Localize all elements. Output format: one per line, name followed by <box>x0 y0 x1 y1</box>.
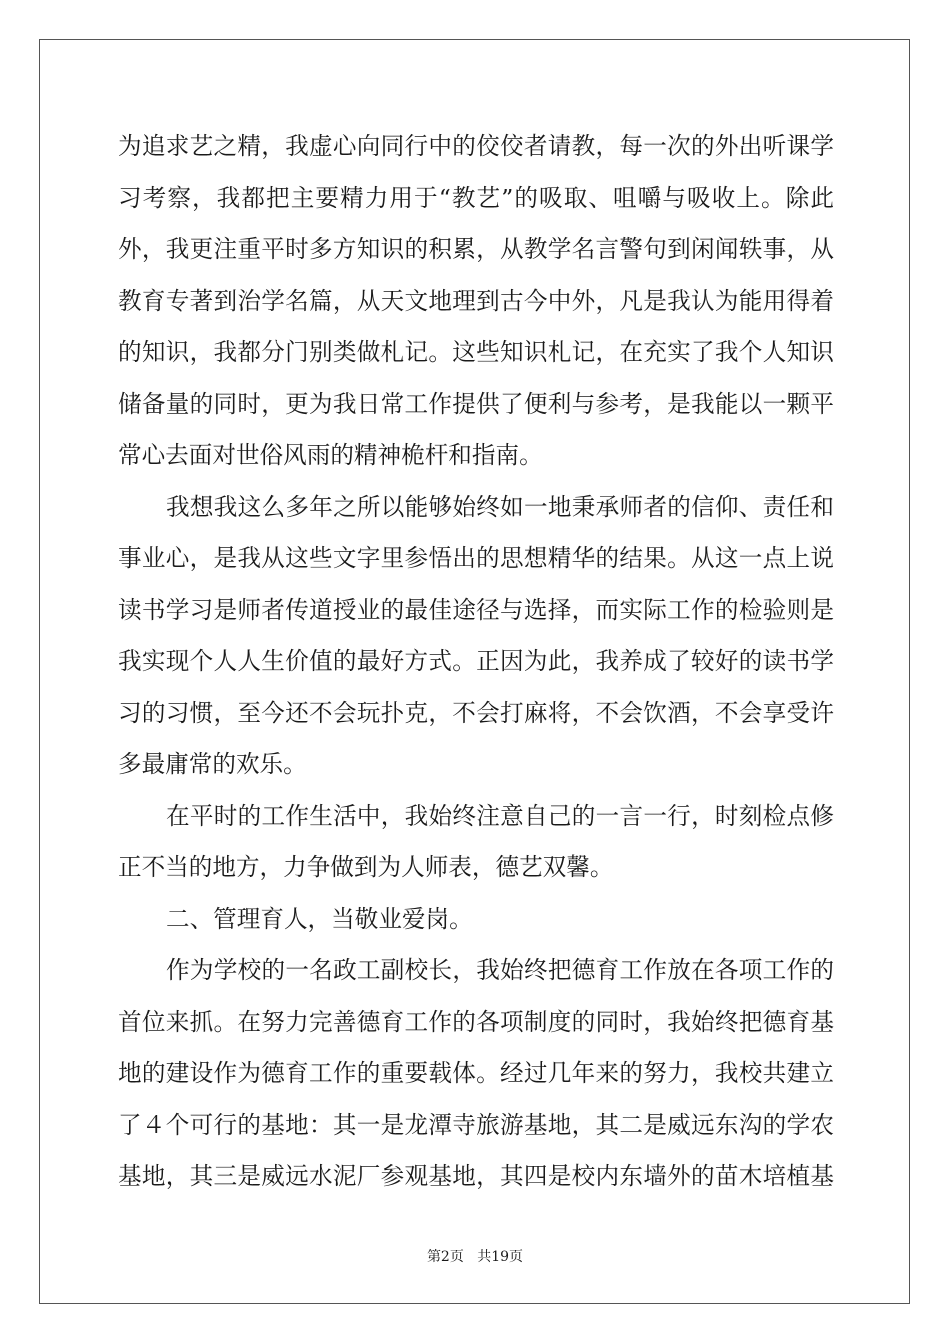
page-number: 第2页 <box>426 1249 464 1265</box>
text-line: 正不当的地方，力争做到为人师表，德艺双馨。 <box>118 853 614 881</box>
document-body <box>118 121 834 1203</box>
text-line: 我实现个人人生价值的最好方式。正因为此，我养成了较好的读书学 <box>118 647 834 675</box>
text-line: 教育专著到治学名篇，从天文地理到古今中外，凡是我认为能用得着 <box>118 286 834 315</box>
text-line: 的知识，我都分门别类做札记。这些知识札记，在充实了我个人知识 <box>118 338 834 366</box>
text-line: 基地，其三是威远水泥厂参观基地，其四是校内东墙外的苗木培植基 <box>118 1162 834 1190</box>
paragraph-start-line: 在平时的工作生活中，我始终注意自己的一言一行，时刻检点修 <box>166 801 834 830</box>
text-line: 习的习惯，至今还不会玩扑克，不会打麻将，不会饮酒，不会享受许 <box>118 698 834 727</box>
text-line: 常心去面对世俗风雨的精神桅杆和指南。 <box>118 441 543 469</box>
text-line: 了４个可行的基地：其一是龙潭寺旅游基地，其二是威远东沟的学农 <box>118 1110 834 1139</box>
text-line: 地的建设作为德育工作的重要载体。经过几年来的努力，我校共建立 <box>118 1059 834 1087</box>
text-line: 多最庸常的欢乐。 <box>118 750 307 778</box>
text-line: 读书学习是师者传道授业的最佳途径与选择，而实际工作的检验则是 <box>118 595 834 624</box>
paragraph-start-line: 作为学校的一名政工副校长，我始终把德育工作放在各项工作的 <box>166 956 834 984</box>
text-line: 为追求艺之精，我虚心向同行中的佼佼者请教，每一次的外出听课学 <box>118 132 834 160</box>
paragraph-start-line: 我想我这么多年之所以能够始终如一地秉承师者的信仰、责任和 <box>166 492 834 521</box>
page-footer <box>0 1246 950 1266</box>
text-line: 习考察，我都把主要精力用于“教艺”的吸取、咀嚼与吸收上。除此 <box>118 183 834 212</box>
total-pages: 共19页 <box>477 1249 524 1265</box>
text-line: 首位来抓。在努力完善德育工作的各项制度的同时，我始终把德育基 <box>118 1007 834 1036</box>
text-line: 外，我更注重平时多方知识的积累，从教学名言警句到闲闻轶事，从 <box>118 235 834 263</box>
text-line: 储备量的同时，更为我日常工作提供了便利与参考，是我能以一颗平 <box>118 389 834 418</box>
text-line: 事业心，是我从这些文字里参悟出的思想精华的结果。从这一点上说 <box>118 544 834 572</box>
section-heading: 二、管理育人，当敬业爱岗。 <box>166 904 473 933</box>
